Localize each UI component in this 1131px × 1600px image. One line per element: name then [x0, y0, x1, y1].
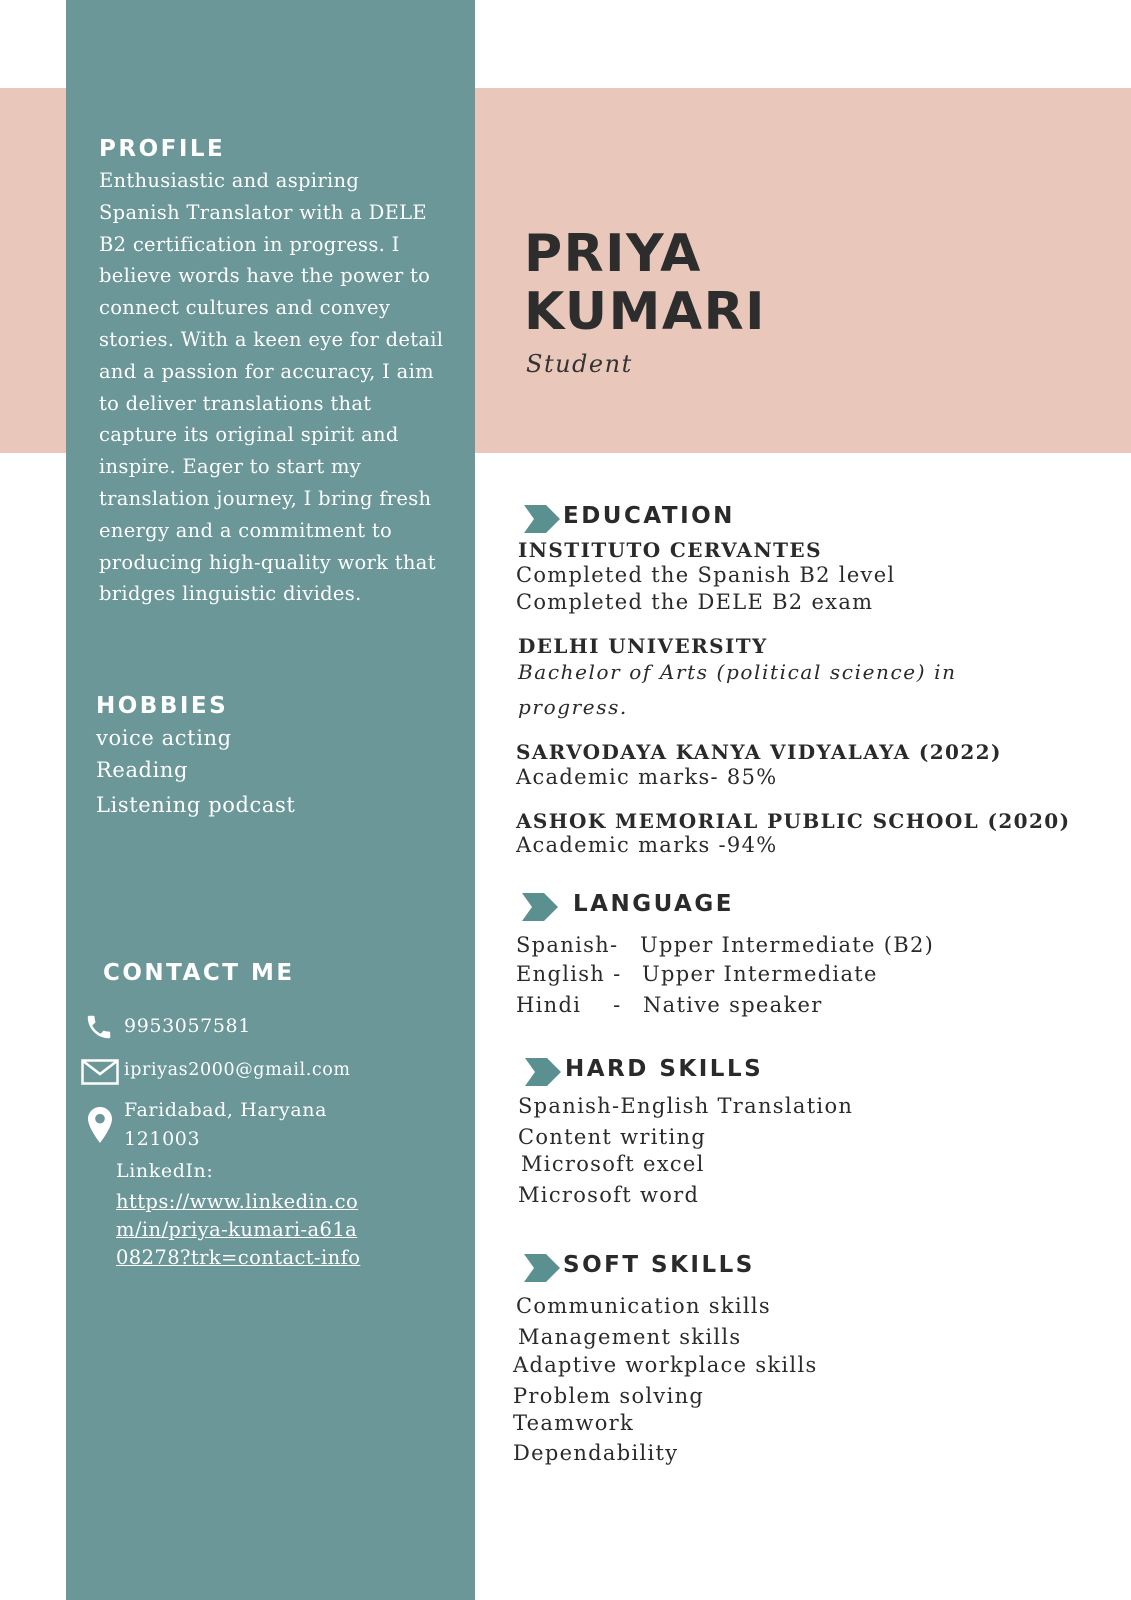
- phone-number[interactable]: 9953057581: [124, 1015, 251, 1037]
- language-name: English -: [516, 962, 622, 986]
- education-detail: Academic marks -94%: [516, 833, 778, 857]
- hobby-item: voice acting: [96, 726, 232, 750]
- education-detail: Completed the DELE B2 exam: [516, 590, 874, 614]
- chevron-right-icon: [524, 505, 560, 533]
- linkedin-label: LinkedIn:: [116, 1160, 214, 1182]
- first-name: PRIYA: [524, 224, 702, 284]
- soft-skill-item: Adaptive workplace skills: [513, 1353, 818, 1377]
- hard-skills-heading: HARD SKILLS: [565, 1056, 764, 1082]
- institution-name: DELHI UNIVERSITY: [518, 634, 768, 658]
- contact-heading: CONTACT ME: [103, 960, 295, 986]
- linkedin-link[interactable]: https://www.linkedin.com/in/priya-kumari-a61a08278?trk=contact-info: [116, 1190, 361, 1269]
- education-detail: Completed the Spanish B2 level: [516, 563, 896, 587]
- envelope-icon: [81, 1059, 119, 1085]
- education-detail: progress.: [518, 695, 628, 719]
- job-title: Student: [526, 350, 633, 378]
- phone-icon: [84, 1012, 114, 1042]
- email-address[interactable]: ipriyas2000@gmail.com: [124, 1060, 351, 1080]
- institution-name: ASHOK MEMORIAL PUBLIC SCHOOL (2020): [516, 809, 1071, 833]
- hard-skill-item: Content writing: [518, 1125, 707, 1149]
- hard-skill-item: Microsoft excel: [521, 1152, 705, 1176]
- soft-skill-item: Management skills: [518, 1325, 742, 1349]
- hard-skill-item: Microsoft word: [518, 1183, 700, 1207]
- profile-text: Enthusiastic and aspiring Spanish Translator with a DELE B2 certification in progress. I believe words have the power to connect cultures and convey stories. With a keen eye for detail and a passion for accuracy, I aim to deliver translations that capture its original spirit and inspire. Eager to start my translation journey, I bring fresh energy and a commitment to producing high-quality work that bridges linguistic divides.: [99, 169, 444, 606]
- education-heading: EDUCATION: [563, 503, 735, 529]
- language-name: Spanish-: [516, 933, 619, 957]
- address-line1: Faridabad, Haryana: [124, 1099, 328, 1121]
- language-level: Native speaker: [643, 993, 823, 1017]
- soft-skills-heading: SOFT SKILLS: [563, 1252, 755, 1278]
- institution-name: INSTITUTO CERVANTES: [518, 538, 822, 562]
- language-level: Upper Intermediate: [642, 962, 878, 986]
- soft-skill-item: Communication skills: [516, 1294, 772, 1318]
- name: [524, 225, 766, 341]
- address-line2: 121003: [124, 1128, 201, 1150]
- chevron-right-icon: [522, 893, 558, 921]
- hobby-item: Listening podcast: [96, 793, 296, 817]
- profile-heading: PROFILE: [99, 136, 226, 162]
- hobbies-heading: HOBBIES: [96, 693, 229, 719]
- last-name: KUMARI: [524, 282, 766, 342]
- soft-skill-item: Teamwork: [513, 1411, 635, 1435]
- language-name: Hindi -: [516, 993, 622, 1017]
- language-level: Upper Intermediate (B2): [640, 933, 935, 957]
- chevron-right-icon: [525, 1058, 561, 1086]
- hard-skill-item: Spanish-English Translation: [518, 1094, 854, 1118]
- education-detail: Bachelor of Arts (political science) in: [518, 660, 957, 684]
- hobby-item: Reading: [96, 758, 189, 782]
- location-pin-icon: [87, 1106, 113, 1144]
- soft-skill-item: Problem solving: [513, 1384, 705, 1408]
- language-heading: LANGUAGE: [573, 891, 734, 917]
- education-detail: Academic marks- 85%: [516, 765, 778, 789]
- soft-skill-item: Dependability: [513, 1441, 679, 1465]
- chevron-right-icon: [524, 1254, 560, 1282]
- institution-name: SARVODAYA KANYA VIDYALAYA (2022): [516, 740, 1002, 764]
